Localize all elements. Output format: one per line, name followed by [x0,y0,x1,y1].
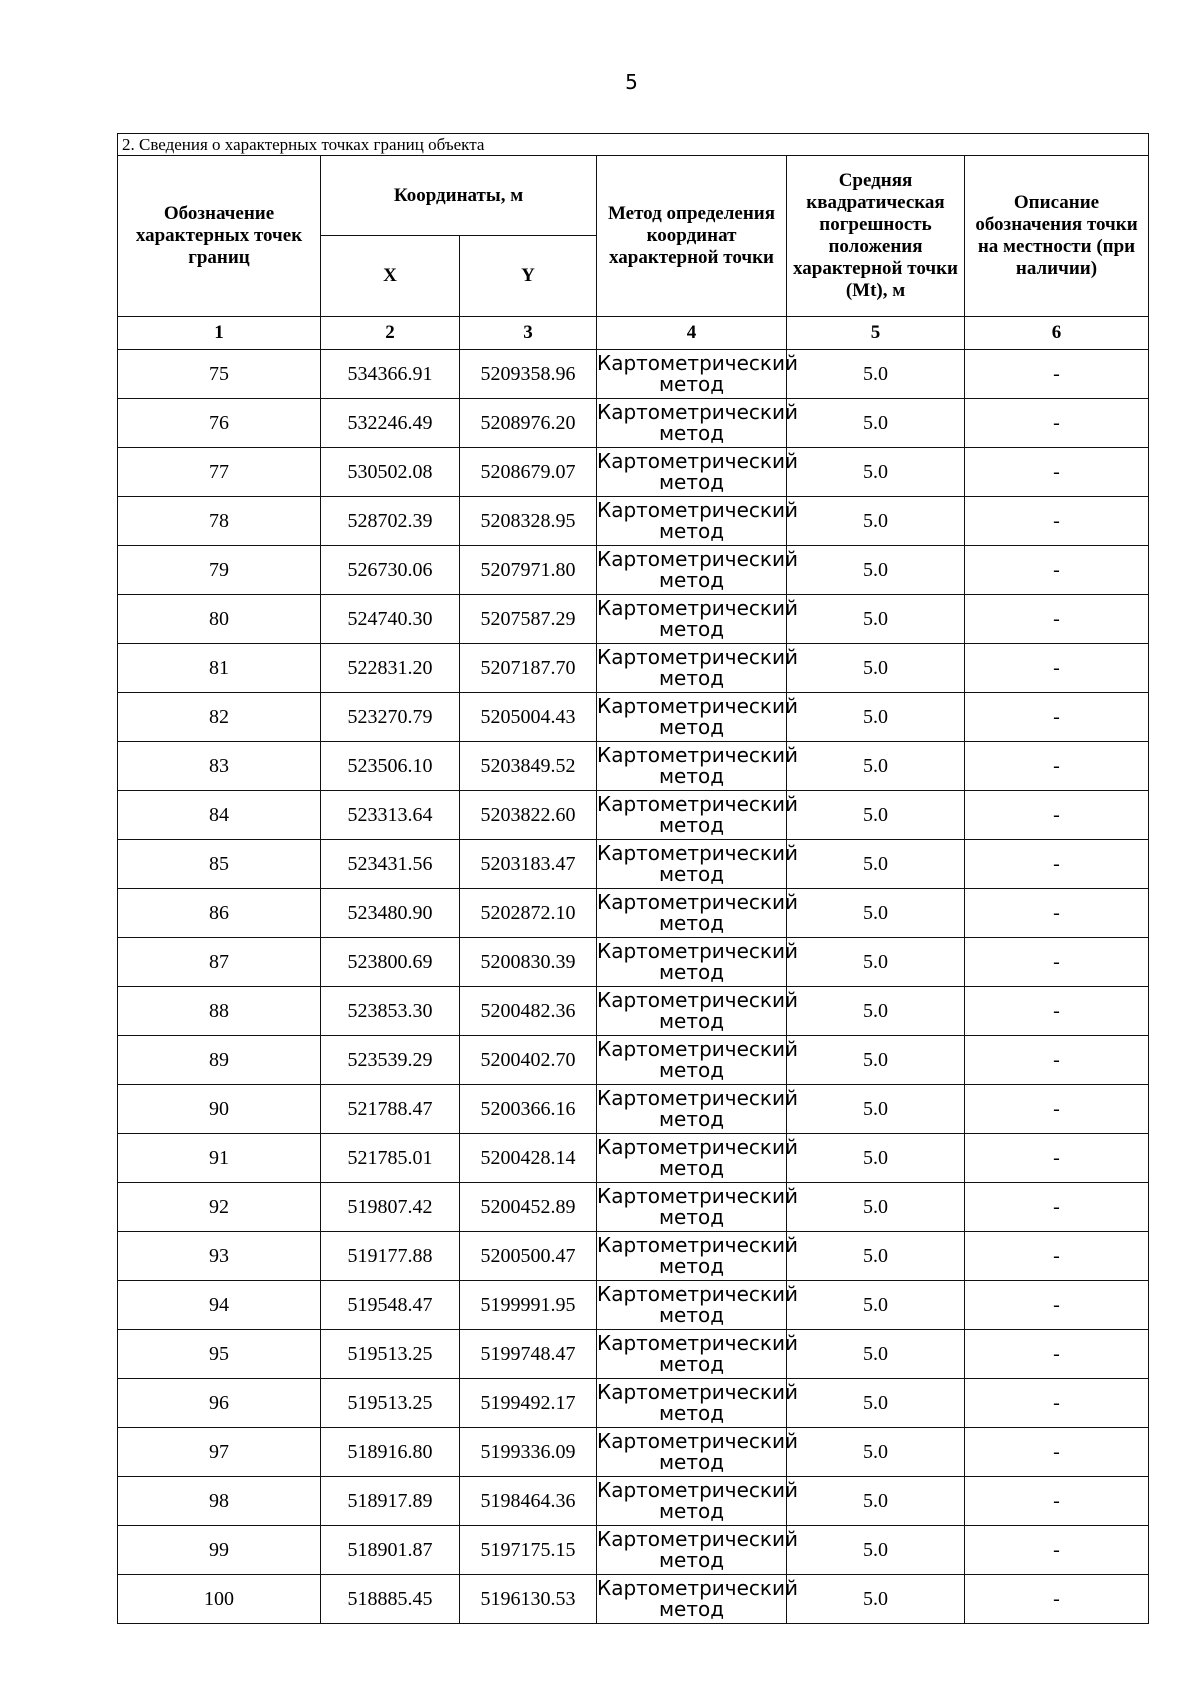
x-coordinate-cell: 522831.20 [321,644,460,693]
method-line1: Картометрический [597,1037,798,1061]
x-coordinate-cell: 523313.64 [321,791,460,840]
mean-error-cell: 5.0 [787,791,965,840]
column-number: 2 [321,317,460,350]
x-coordinate-cell: 521785.01 [321,1134,460,1183]
mean-error-cell: 5.0 [787,448,965,497]
description-cell: - [965,1428,1149,1477]
boundary-points-table [117,133,1149,1624]
x-coordinate-cell: 519807.42 [321,1183,460,1232]
table-row [118,1232,1149,1281]
y-coordinate-cell: 5207587.29 [460,595,597,644]
point-number-cell: 77 [118,448,321,497]
method-line2: метод [658,519,725,543]
method-line1: Картометрический [597,1282,798,1306]
point-number-cell: 98 [118,1477,321,1526]
method-line1: Картометрический [597,351,798,375]
mean-error-cell: 5.0 [787,742,965,791]
y-coordinate-cell: 5196130.53 [460,1575,597,1624]
description-cell: - [965,399,1149,448]
method-line1: Картометрический [597,498,798,522]
table-row [118,497,1149,546]
mean-error-cell: 5.0 [787,889,965,938]
x-coordinate-cell: 518901.87 [321,1526,460,1575]
table-row [118,350,1149,399]
x-coordinate-cell: 526730.06 [321,546,460,595]
description-cell: - [965,595,1149,644]
method-line2: метод [658,666,725,690]
mean-error-cell: 5.0 [787,1134,965,1183]
table-row [118,1183,1149,1232]
column-numbers-row [118,317,1149,350]
method-line1: Картометрический [597,939,798,963]
mean-error-cell: 5.0 [787,1379,965,1428]
description-cell: - [965,1526,1149,1575]
method-line2: метод [658,1205,725,1229]
table-row [118,595,1149,644]
mean-error-cell: 5.0 [787,497,965,546]
x-coordinate-cell: 534366.91 [321,350,460,399]
description-cell: - [965,1036,1149,1085]
method-line1: Картометрический [597,988,798,1012]
y-coordinate-cell: 5209358.96 [460,350,597,399]
point-number-cell: 96 [118,1379,321,1428]
point-number-cell: 95 [118,1330,321,1379]
method-line2: метод [658,1009,725,1033]
method-line2: метод [658,1450,725,1474]
table-row [118,938,1149,987]
method-line1: Картометрический [597,1233,798,1257]
description-cell: - [965,1330,1149,1379]
method-line2: метод [658,1499,725,1523]
point-number-cell: 97 [118,1428,321,1477]
x-coordinate-cell: 519177.88 [321,1232,460,1281]
y-coordinate-cell: 5199336.09 [460,1428,597,1477]
description-cell: - [965,448,1149,497]
table-row [118,1379,1149,1428]
mean-error-cell: 5.0 [787,546,965,595]
method-line2: метод [658,813,725,837]
method-line1: Картометрический [597,547,798,571]
description-cell: - [965,938,1149,987]
y-coordinate-cell: 5203183.47 [460,840,597,889]
method-line2: метод [658,372,725,396]
method-cell [597,399,798,448]
y-coordinate-cell: 5199991.95 [460,1281,597,1330]
header-method: Метод определения координат характерной точки [597,156,787,317]
point-number-cell: 82 [118,693,321,742]
mean-error-cell: 5.0 [787,1330,965,1379]
method-line1: Картометрический [597,400,798,424]
table-row [118,1330,1149,1379]
mean-error-cell: 5.0 [787,1477,965,1526]
description-cell: - [965,1134,1149,1183]
x-coordinate-cell: 532246.49 [321,399,460,448]
point-number-cell: 85 [118,840,321,889]
x-coordinate-cell: 523431.56 [321,840,460,889]
y-coordinate-cell: 5198464.36 [460,1477,597,1526]
method-line1: Картометрический [597,1576,798,1600]
point-number-cell: 89 [118,1036,321,1085]
page-number: 5 [625,70,638,94]
x-coordinate-cell: 523506.10 [321,742,460,791]
point-number-cell: 94 [118,1281,321,1330]
y-coordinate-cell: 5208679.07 [460,448,597,497]
y-coordinate-cell: 5203849.52 [460,742,597,791]
description-cell: - [965,1232,1149,1281]
table-row [118,840,1149,889]
mean-error-cell: 5.0 [787,693,965,742]
mean-error-cell: 5.0 [787,350,965,399]
method-line1: Картометрический [597,694,798,718]
method-cell [597,1183,798,1232]
point-number-cell: 92 [118,1183,321,1232]
method-line2: метод [658,1058,725,1082]
x-coordinate-cell: 519513.25 [321,1330,460,1379]
x-coordinate-cell: 523270.79 [321,693,460,742]
x-coordinate-cell: 519548.47 [321,1281,460,1330]
method-cell [597,1575,798,1624]
mean-error-cell: 5.0 [787,1526,965,1575]
table-row [118,1134,1149,1183]
method-cell [597,546,798,595]
method-cell [597,1330,798,1379]
point-number-cell: 81 [118,644,321,693]
mean-error-cell: 5.0 [787,595,965,644]
column-number: 3 [460,317,597,350]
description-cell: - [965,791,1149,840]
point-number-cell: 79 [118,546,321,595]
mean-error-cell: 5.0 [787,1085,965,1134]
description-cell: - [965,1575,1149,1624]
y-coordinate-cell: 5200402.70 [460,1036,597,1085]
header-description: Описание обозначения точки на местности (при наличии) [965,156,1149,317]
table-row [118,1428,1149,1477]
table-row [118,987,1149,1036]
method-cell [597,1281,798,1330]
method-line2: метод [658,568,725,592]
method-line1: Картометрический [597,743,798,767]
x-coordinate-cell: 523800.69 [321,938,460,987]
method-line1: Картометрический [597,1135,798,1159]
description-cell: - [965,546,1149,595]
method-line1: Картометрический [597,890,798,914]
x-coordinate-cell: 519513.25 [321,1379,460,1428]
mean-error-cell: 5.0 [787,1575,965,1624]
method-cell [597,1477,798,1526]
method-cell [597,742,798,791]
column-number: 5 [787,317,965,350]
y-coordinate-cell: 5207971.80 [460,546,597,595]
method-cell [597,350,798,399]
x-coordinate-cell: 523539.29 [321,1036,460,1085]
method-cell [597,1526,798,1575]
x-coordinate-cell: 528702.39 [321,497,460,546]
table-row [118,693,1149,742]
column-number: 4 [597,317,787,350]
description-cell: - [965,644,1149,693]
method-cell [597,1134,798,1183]
table-body [118,350,1149,1624]
method-line1: Картометрический [597,449,798,473]
header-coordinates: Координаты, м [321,156,597,236]
header-y: Y [460,236,597,317]
mean-error-cell: 5.0 [787,1232,965,1281]
method-line1: Картометрический [597,1527,798,1551]
point-number-cell: 100 [118,1575,321,1624]
column-number: 1 [118,317,321,350]
description-cell: - [965,840,1149,889]
method-cell [597,889,798,938]
method-line2: метод [658,1303,725,1327]
mean-error-cell: 5.0 [787,1036,965,1085]
header-mean-error: Средняя квадратическая погрешность положения характерной точки (Mt), м [787,156,965,317]
description-cell: - [965,1379,1149,1428]
description-cell: - [965,350,1149,399]
mean-error-cell: 5.0 [787,840,965,889]
table-row [118,742,1149,791]
table-row [118,1036,1149,1085]
description-cell: - [965,497,1149,546]
description-cell: - [965,1281,1149,1330]
method-line1: Картометрический [597,1478,798,1502]
x-coordinate-cell: 518885.45 [321,1575,460,1624]
point-number-cell: 91 [118,1134,321,1183]
table-row [118,1526,1149,1575]
table-row [118,1477,1149,1526]
method-line1: Картометрический [597,1331,798,1355]
table-row [118,546,1149,595]
method-cell [597,497,798,546]
y-coordinate-cell: 5203822.60 [460,791,597,840]
description-cell: - [965,889,1149,938]
method-line1: Картометрический [597,645,798,669]
x-coordinate-cell: 523853.30 [321,987,460,1036]
x-coordinate-cell: 518917.89 [321,1477,460,1526]
header-x: X [321,236,460,317]
method-line1: Картометрический [597,841,798,865]
method-line1: Картометрический [597,596,798,620]
description-cell: - [965,1183,1149,1232]
method-line2: метод [658,764,725,788]
method-line2: метод [658,421,725,445]
table-row [118,644,1149,693]
mean-error-cell: 5.0 [787,399,965,448]
x-coordinate-cell: 521788.47 [321,1085,460,1134]
point-number-cell: 75 [118,350,321,399]
point-number-cell: 83 [118,742,321,791]
table-row [118,1281,1149,1330]
method-cell [597,693,798,742]
method-line2: метод [658,1548,725,1572]
y-coordinate-cell: 5199492.17 [460,1379,597,1428]
point-number-cell: 90 [118,1085,321,1134]
y-coordinate-cell: 5205004.43 [460,693,597,742]
x-coordinate-cell: 524740.30 [321,595,460,644]
description-cell: - [965,987,1149,1036]
point-number-cell: 93 [118,1232,321,1281]
x-coordinate-cell: 530502.08 [321,448,460,497]
point-number-cell: 78 [118,497,321,546]
method-cell [597,448,798,497]
description-cell: - [965,742,1149,791]
y-coordinate-cell: 5200428.14 [460,1134,597,1183]
x-coordinate-cell: 518916.80 [321,1428,460,1477]
column-number: 6 [965,317,1149,350]
method-line2: метод [658,911,725,935]
y-coordinate-cell: 5200482.36 [460,987,597,1036]
method-line1: Картометрический [597,1429,798,1453]
table-row [118,399,1149,448]
table-row [118,889,1149,938]
method-cell [597,938,798,987]
table-row [118,791,1149,840]
method-line1: Картометрический [597,1380,798,1404]
y-coordinate-cell: 5199748.47 [460,1330,597,1379]
mean-error-cell: 5.0 [787,938,965,987]
point-number-cell: 76 [118,399,321,448]
mean-error-cell: 5.0 [787,1428,965,1477]
y-coordinate-cell: 5207187.70 [460,644,597,693]
method-cell [597,1232,798,1281]
method-line2: метод [658,1254,725,1278]
method-cell [597,1085,798,1134]
method-line2: метод [658,1156,725,1180]
method-line1: Картометрический [597,1086,798,1110]
section-title: 2. Сведения о характерных точках границ объекта [118,134,1149,156]
table-row [118,448,1149,497]
mean-error-cell: 5.0 [787,1281,965,1330]
point-number-cell: 88 [118,987,321,1036]
method-line2: метод [658,1107,725,1131]
method-cell [597,840,798,889]
method-cell [597,1379,798,1428]
method-cell [597,644,798,693]
method-line2: метод [658,1401,725,1425]
method-cell [597,595,798,644]
point-number-cell: 99 [118,1526,321,1575]
table-row [118,1085,1149,1134]
point-number-cell: 87 [118,938,321,987]
y-coordinate-cell: 5208976.20 [460,399,597,448]
table-row [118,1575,1149,1624]
description-cell: - [965,693,1149,742]
method-line2: метод [658,1597,725,1621]
method-line2: метод [658,470,725,494]
point-number-cell: 86 [118,889,321,938]
description-cell: - [965,1477,1149,1526]
point-number-cell: 80 [118,595,321,644]
method-line1: Картометрический [597,792,798,816]
method-cell [597,987,798,1036]
header-point-designation: Обозначение характерных точек границ [118,156,321,317]
x-coordinate-cell: 523480.90 [321,889,460,938]
description-cell: - [965,1085,1149,1134]
mean-error-cell: 5.0 [787,987,965,1036]
mean-error-cell: 5.0 [787,644,965,693]
method-line2: метод [658,862,725,886]
y-coordinate-cell: 5200500.47 [460,1232,597,1281]
y-coordinate-cell: 5200452.89 [460,1183,597,1232]
point-number-cell: 84 [118,791,321,840]
method-cell [597,1428,798,1477]
method-cell [597,1036,798,1085]
y-coordinate-cell: 5200366.16 [460,1085,597,1134]
mean-error-cell: 5.0 [787,1183,965,1232]
method-cell [597,791,798,840]
y-coordinate-cell: 5208328.95 [460,497,597,546]
y-coordinate-cell: 5202872.10 [460,889,597,938]
y-coordinate-cell: 5197175.15 [460,1526,597,1575]
method-line1: Картометрический [597,1184,798,1208]
method-line2: метод [658,960,725,984]
method-line2: метод [658,617,725,641]
y-coordinate-cell: 5200830.39 [460,938,597,987]
method-line2: метод [658,1352,725,1376]
method-line2: метод [658,715,725,739]
